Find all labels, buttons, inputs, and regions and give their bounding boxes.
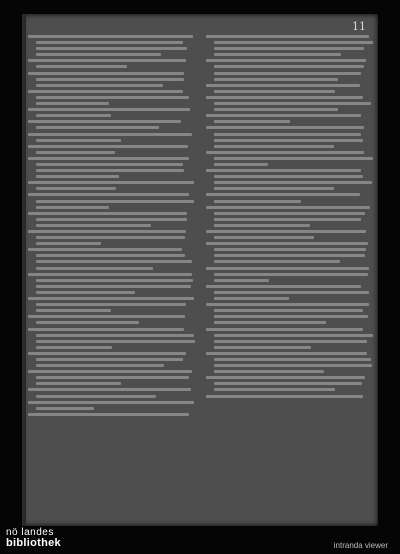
text-line: [36, 346, 112, 349]
text-line: [36, 291, 135, 294]
text-line: [214, 236, 314, 239]
text-line: [36, 139, 121, 142]
text-line: [214, 200, 301, 203]
text-line: [214, 65, 364, 68]
logo-text-line2: bibliothek: [6, 537, 61, 549]
text-line: [206, 285, 361, 288]
text-line: [214, 370, 324, 373]
text-line: [28, 120, 181, 123]
text-line: [214, 133, 361, 136]
text-line: [36, 340, 195, 343]
text-line: [36, 267, 153, 270]
text-line: [28, 145, 188, 148]
text-line: [28, 328, 184, 331]
text-line: [36, 206, 109, 209]
text-line: [36, 126, 159, 129]
text-line: [28, 59, 186, 62]
text-line: [214, 334, 373, 337]
page-number: 11: [352, 20, 366, 33]
text-line: [36, 187, 116, 190]
text-line: [36, 254, 185, 257]
text-line: [28, 157, 189, 160]
text-line: [28, 193, 189, 196]
text-line: [214, 260, 340, 263]
text-line: [36, 382, 121, 385]
text-line: [206, 151, 364, 154]
text-line: [214, 90, 335, 93]
text-line: [206, 35, 369, 38]
text-line: [214, 364, 372, 367]
text-line: [214, 212, 365, 215]
text-line: [214, 315, 368, 318]
text-line: [206, 206, 370, 209]
text-line: [214, 78, 338, 81]
text-line: [214, 248, 366, 251]
text-line: [28, 315, 185, 318]
text-line: [214, 139, 363, 142]
text-line: [214, 187, 334, 190]
text-line: [36, 321, 139, 324]
text-line: [214, 157, 373, 160]
text-line: [36, 175, 119, 178]
text-line: [214, 346, 311, 349]
text-line: [206, 352, 367, 355]
text-line: [206, 169, 361, 172]
text-line: [36, 395, 156, 398]
scanned-page: [22, 14, 378, 526]
text-line: [214, 388, 335, 391]
logo-text-line1: nö landes: [6, 527, 54, 538]
text-line: [36, 114, 111, 117]
text-line: [214, 145, 334, 148]
text-line: [36, 78, 184, 81]
text-line: [206, 96, 363, 99]
text-line: [28, 108, 190, 111]
text-line: [206, 59, 366, 62]
text-line: [214, 108, 338, 111]
text-line: [28, 352, 186, 355]
text-line: [214, 163, 268, 166]
text-line: [36, 102, 109, 105]
text-line: [36, 285, 191, 288]
text-line: [28, 35, 193, 38]
text-line: [214, 72, 361, 75]
text-line: [28, 72, 184, 75]
text-line: [28, 297, 194, 300]
text-line: [36, 47, 187, 50]
text-line: [28, 388, 191, 391]
text-line: [206, 114, 361, 117]
text-line: [36, 279, 193, 282]
text-line: [214, 340, 367, 343]
text-line: [36, 200, 194, 203]
text-line: [36, 151, 115, 154]
text-line: [36, 358, 183, 361]
text-line: [28, 273, 192, 276]
text-line: [214, 47, 364, 50]
text-line: [206, 303, 369, 306]
text-line: [36, 96, 189, 99]
viewer-brand-label: intranda viewer: [333, 541, 388, 550]
text-line: [214, 218, 361, 221]
text-line: [36, 84, 163, 87]
text-line: [206, 267, 369, 270]
text-line: [206, 126, 364, 129]
text-line: [28, 90, 183, 93]
text-line: [214, 382, 362, 385]
text-line: [36, 303, 186, 306]
text-line: [206, 328, 363, 331]
text-line: [214, 273, 368, 276]
text-line: [214, 120, 290, 123]
text-line: [28, 248, 182, 251]
text-line: [214, 279, 269, 282]
text-line: [36, 169, 184, 172]
text-line: [206, 395, 363, 398]
text-line: [36, 236, 185, 239]
text-line: [214, 41, 373, 44]
text-line: [214, 224, 310, 227]
text-line: [36, 376, 189, 379]
text-line: [214, 358, 371, 361]
text-line: [214, 102, 371, 105]
text-line: [36, 41, 183, 44]
left-text-column: [28, 34, 194, 419]
text-line: [206, 230, 366, 233]
text-line: [28, 181, 194, 184]
page-binding-edge: [22, 14, 26, 526]
text-line: [36, 309, 111, 312]
library-logo[interactable]: [6, 528, 61, 548]
text-line: [28, 370, 192, 373]
text-line: [28, 133, 192, 136]
text-line: [214, 321, 326, 324]
text-line: [28, 212, 187, 215]
text-line: [214, 175, 363, 178]
text-line: [36, 224, 151, 227]
text-line: [206, 376, 365, 379]
text-line: [214, 254, 365, 257]
text-line: [36, 53, 161, 56]
text-line: [214, 181, 372, 184]
text-line: [206, 84, 360, 87]
text-line: [36, 334, 194, 337]
text-line: [214, 53, 341, 56]
text-line: [214, 291, 369, 294]
text-line: [214, 297, 289, 300]
text-line: [206, 242, 368, 245]
text-line: [206, 193, 360, 196]
right-text-column: [206, 34, 372, 401]
text-line: [28, 401, 194, 404]
text-line: [28, 230, 186, 233]
text-line: [214, 309, 363, 312]
text-line: [36, 242, 101, 245]
text-line: [36, 163, 183, 166]
text-line: [36, 65, 127, 68]
text-line: [36, 218, 187, 221]
text-line: [36, 407, 94, 410]
text-line: [28, 413, 189, 416]
text-line: [36, 364, 164, 367]
text-line: [36, 260, 192, 263]
